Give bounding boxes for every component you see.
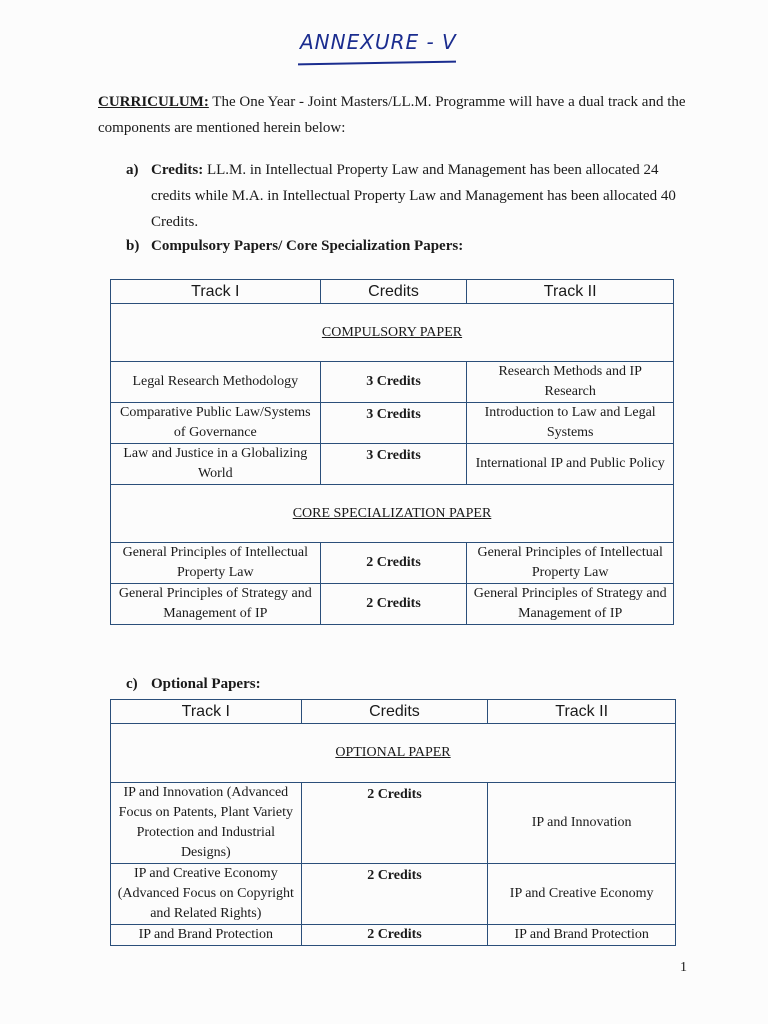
cell-credits: 2 Credits (320, 584, 467, 625)
annexure-underline (298, 61, 456, 66)
cell-track-1: IP and Brand Protection (111, 925, 302, 946)
item-credits-label: Credits: (151, 162, 204, 178)
header-credits: Credits (301, 700, 488, 724)
cell-credits: 2 Credits (320, 543, 467, 584)
curriculum-paragraph (98, 89, 698, 141)
header-track-2: Track II (467, 280, 674, 304)
header-track-2: Track II (488, 700, 676, 724)
item-marker-b: b) (126, 238, 140, 254)
item-credits-body (151, 157, 691, 235)
item-compulsory-heading (126, 233, 463, 259)
cell-track-1: General Principles of Intellectual Property Law (111, 543, 321, 584)
cell-credits: 3 Credits (320, 362, 467, 403)
table-header-row (111, 280, 674, 304)
curriculum-label: CURRICULUM: (98, 94, 209, 110)
page-number: 1 (680, 960, 687, 975)
header-credits: Credits (320, 280, 467, 304)
section-title: COMPULSORY PAPER (321, 324, 463, 340)
cell-track-2: General Principles of Intellectual Property Law (467, 543, 674, 584)
table-row (111, 864, 676, 925)
table-row (111, 362, 674, 403)
section-row (111, 485, 674, 543)
cell-credits: 3 Credits (320, 403, 467, 444)
cell-track-1: IP and Creative Economy (Advanced Focus on Copyright and Related Rights) (111, 864, 302, 925)
header-track-1: Track I (111, 280, 321, 304)
cell-track-1: General Principles of Strategy and Management of IP (111, 584, 321, 625)
table-row (111, 444, 674, 485)
curriculum-text: The One Year - Joint Masters/LL.M. Programme will have a dual track and the components are mentioned herein below: (98, 94, 686, 136)
section-title: CORE SPECIALIZATION PAPER (292, 505, 492, 521)
section-optional-paper (111, 724, 676, 783)
section-row (111, 724, 676, 783)
cell-track-1: Comparative Public Law/Systems of Governance (111, 403, 321, 444)
section-row (111, 304, 674, 362)
cell-credits: 2 Credits (301, 925, 488, 946)
cell-track-2: General Principles of Strategy and Management of IP (467, 584, 674, 625)
annexure-heading: ANNEXURE - V (300, 30, 457, 54)
section-title: OPTIONAL PAPER (335, 745, 451, 760)
cell-track-2: IP and Innovation (488, 783, 676, 864)
cell-credits: 2 Credits (301, 864, 488, 925)
table-header-row (111, 700, 676, 724)
cell-track-2: Introduction to Law and Legal Systems (467, 403, 674, 444)
table-row (111, 543, 674, 584)
cell-track-2: IP and Creative Economy (488, 864, 676, 925)
cell-track-1: IP and Innovation (Advanced Focus on Patents, Plant Variety Protection and Industrial Designs) (111, 783, 302, 864)
cell-credits: 3 Credits (320, 444, 467, 485)
item-optional-heading (126, 671, 261, 697)
section-compulsory-paper (111, 304, 674, 362)
cell-track-1: Legal Research Methodology (111, 362, 321, 403)
optional-papers-table (110, 699, 676, 946)
item-marker-a: a) (126, 162, 139, 178)
item-optional-label: Optional Papers: (151, 676, 261, 692)
table-row (111, 403, 674, 444)
cell-track-2: International IP and Public Policy (467, 444, 674, 485)
section-core-specialization-paper (111, 485, 674, 543)
cell-credits: 2 Credits (301, 783, 488, 864)
table-row (111, 925, 676, 946)
item-compulsory-label: Compulsory Papers/ Core Specialization Papers: (151, 238, 464, 254)
item-credits-text: LL.M. in Intellectual Property Law and Management has been allocated 24 credits while M.A. in Intellectual Property Law and Management has been allocated 40 Credits. (151, 162, 676, 230)
compulsory-core-table (110, 279, 674, 625)
header-track-1: Track I (111, 700, 302, 724)
cell-track-2: Research Methods and IP Research (467, 362, 674, 403)
table-row (111, 584, 674, 625)
item-marker-c: c) (126, 676, 138, 692)
table-row (111, 783, 676, 864)
cell-track-2: IP and Brand Protection (488, 925, 676, 946)
cell-track-1: Law and Justice in a Globalizing World (111, 444, 321, 485)
